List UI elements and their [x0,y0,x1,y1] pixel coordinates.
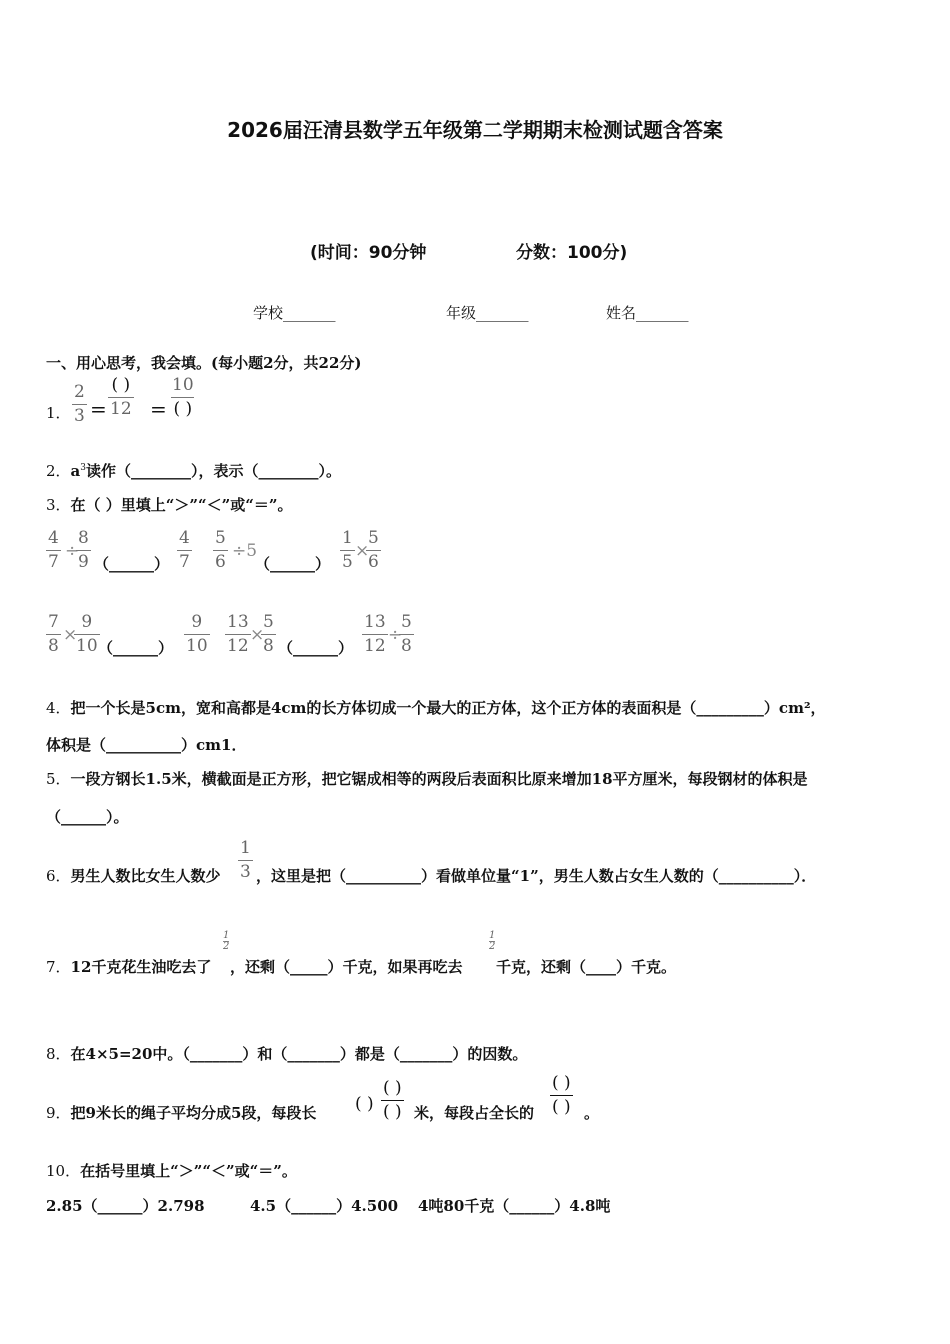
grade-field[interactable]: 年级_______ [446,304,529,322]
fraction: $\frac{5}{8}$ [263,612,274,656]
fraction-answer-blank[interactable]: ( ) ( ) [383,1078,402,1122]
question-10: 10．在括号里填上“＞”“＜”或“＝”。 [46,1162,297,1180]
question-7-rest: 千克，还剩（____）千克。 [496,958,677,976]
page-title: 2026届汪清县数学五年级第二学期期末检测试题含答案 [227,118,723,142]
question-6-rest: ，这里是把（__________）看做单位量“1”，男生人数占女生人数的（__________）． [256,867,817,885]
times-sign: × [250,625,265,645]
question-8: 8．在4×5=20中。（_______）和（_______）都是（_______）的因数。 [46,1045,528,1063]
fraction: $\frac{5}{6}$ [215,528,226,572]
answer-blank[interactable]: （______） [98,639,174,657]
question-6: 6．男生人数比女生人数少 [46,867,221,885]
question-4: 4．把一个长是5cm，宽和高都是4cm的长方体切成一个最大的正方体，这个正方体的表面积是（_________）cm²， [46,699,826,717]
equals-sign: = [150,397,167,421]
small-fraction: $\frac{1}{2}$ [489,930,496,952]
fraction: $\frac{1}{3}$ [240,838,251,882]
fraction: $\frac{5}{6}$ [368,528,379,572]
question-5: 5．一段方钢长1.5米，横截面是正方形，把它锯成相等的两段后表面积比原来增加18平方厘米，每段钢材的体积是 [46,770,808,788]
name-field[interactable]: 姓名_______ [606,304,689,322]
comparison-item[interactable]: 4.5（______）4.500 [250,1197,399,1215]
fraction: $\frac{8}{9}$ [78,528,89,572]
fraction: $\frac{13}{12}$ [227,612,249,656]
school-field[interactable]: 学校_______ [253,304,336,322]
exam-score: 分数：100分) [516,243,628,263]
question-2: 2．$a^3$读作（________），表示（________）。 [46,462,342,480]
question-7-middle: ，还剩（_____）千克，如果再吃去 [230,958,463,976]
times-sign: × [355,541,370,561]
divide-sign: ÷ [65,541,80,561]
fraction: $\frac{2}{3}$ [74,382,85,426]
fraction: $\frac{4}{7}$ [179,528,190,572]
fraction-answer-blank[interactable]: ( ) 12 [110,375,132,419]
fraction: $\frac{1}{5}$ [342,528,353,572]
fraction: $\frac{9}{10}$ [76,612,98,656]
fraction: $\frac{9}{10}$ [186,612,208,656]
section-heading: 一、用心思考，我会填。(每小题2分，共22分) [46,354,362,372]
fraction-answer-blank[interactable]: ( ) ( ) [552,1073,571,1117]
question-9-middle: 米，每段占全长的 [414,1104,535,1122]
comparison-item[interactable]: 4吨80千克（______）4.8吨 [418,1197,611,1215]
exam-time: (时间：90分钟 [310,243,427,263]
times-sign: × [63,625,78,645]
divide-sign: ÷ [388,625,403,645]
fraction: $\frac{7}{8}$ [48,612,59,656]
question-5-line2: （______）。 [46,808,129,826]
equals-sign: = [90,397,107,421]
answer-blank[interactable]: （______） [255,555,331,573]
question-9-end: 。 [584,1104,600,1122]
fraction: $\frac{4}{7}$ [48,528,59,572]
question-3: 3．在（ ）里填上“＞”“＜”或“＝”。 [46,496,293,514]
fraction: $\frac{13}{12}$ [364,612,386,656]
answer-blank-whole[interactable]: ( ) [355,1094,374,1114]
question-9: 9．把9米长的绳子平均分成5段，每段长 [46,1104,317,1122]
question-number: 1． [46,404,71,422]
fraction: $\frac{5}{8}$ [401,612,412,656]
small-fraction: $\frac{1}{2}$ [223,930,230,952]
fraction-answer-blank[interactable]: 10 ( ) [172,375,194,419]
question-7: 7．12千克花生油吃去了 [46,958,212,976]
answer-blank[interactable]: （______） [94,555,170,573]
question-4-line2: 体积是（__________）cm1． [46,736,247,754]
answer-blank[interactable]: （______） [278,639,354,657]
comparison-item[interactable]: 2.85（______）2.798 [46,1197,205,1215]
divide-by-five: ÷5 [232,541,258,561]
